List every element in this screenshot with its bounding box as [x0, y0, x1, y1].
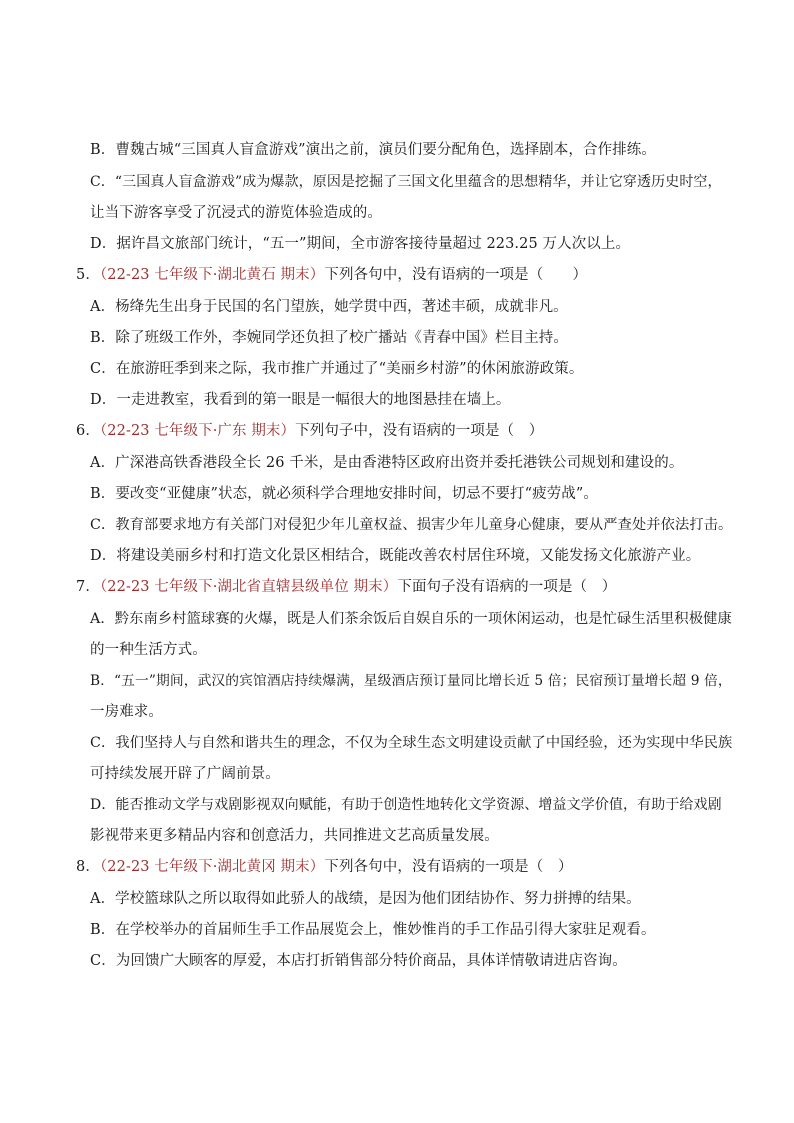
question-number: 5．: [76, 267, 100, 283]
question-source: 22-23 七年级下·湖北黄冈 期末: [107, 859, 310, 875]
q7-option-d-line1: D．能否推动文学与戏剧影视双向赋能，有助于创造性地转化文学资源、增益文学价值，有助于给戏剧: [90, 797, 722, 813]
q7-option-a-line1: A．黔东南乡村篮球赛的火爆，既是人们茶余饭后自娱自乐的一项休闲运动，也是忙碌生活里积极健康: [90, 611, 732, 627]
question-stem: 下面句子没有语病的一项是（ ）: [397, 579, 617, 595]
q6-option-b: B．要改变“亚健康”状态，就必须科学合理地安排时间，切忌不要打“疲劳战”。: [90, 486, 599, 502]
q5-option-a: A．杨绛先生出身于民国的名门望族，她学贯中西，著述丰硕，成就非凡。: [90, 299, 568, 315]
prev-option-c-line1: C．“三国真人盲盒游戏”成为爆款，原因是挖掘了三国文化里蕴含的思想精华，并让它穿透历史时空，: [90, 174, 722, 190]
q7-option-b-line2: 一房难求。: [90, 704, 163, 720]
prev-option-d: D．据许昌文旅部门统计，“五一”期间，全市游客接待量超过 223.25 万人次以上。: [90, 236, 631, 252]
q8-option-c: C．为回馈广大顾客的厚爱，本店打折销售部分特价商品，具体详情敬请进店咨询。: [90, 953, 627, 969]
q8-option-a: A．学校篮球队之所以取得如此骄人的战绩，是因为他们团结协作、努力拼搏的结果。: [90, 891, 641, 907]
question-number: 8．: [76, 859, 100, 875]
question-stem: 下列各句中，没有语病的一项是（ ）: [324, 859, 573, 875]
question-stem: 下列句子中，没有语病的一项是（ ）: [295, 423, 544, 439]
q6-option-c: C．教育部要求地方有关部门对侵犯少年儿童权益、损害少年儿童身心健康，要从严查处并依法打击。: [90, 517, 733, 533]
q6-option-d: D．将建设美丽乡村和打造文化景区相结合，既能改善农村居住环境，又能发扬文化旅游产业。: [90, 548, 701, 564]
source-open-paren: （: [99, 267, 108, 283]
source-open-paren: （: [99, 859, 108, 875]
question-number: 7．: [76, 579, 100, 595]
source-close-paren: ）: [280, 423, 296, 439]
source-close-paren: ）: [309, 267, 325, 283]
prev-option-c-line2: 让当下游客享受了沉浸式的游览体验造成的。: [90, 205, 382, 221]
q8-option-b: B．在学校举办的首届师生手工作品展览会上，惟妙惟肖的手工作品引得大家驻足观看。: [90, 922, 656, 938]
q7-option-b-line1: B．“五一”期间，武汉的宾馆酒店持续爆满，星级酒店预订量同比增长近 5 倍；民宿预订量增长超 9 倍，: [90, 673, 732, 689]
question-source: 22-23 七年级下·广东 期末: [107, 423, 281, 439]
q7-option-d-line2: 影视带来更多精品内容和创意活力，共同推进文艺高质量发展。: [90, 828, 499, 844]
q7-option-c-line1: C．我们坚持人与自然和谐共生的理念，不仅为全球生态文明建设贡献了中国经验，还为实现中华民族: [90, 735, 733, 751]
prev-option-b: B．曹魏古城“三国真人盲盒游戏”演出之前，演员们要分配角色，选择剧本，合作排练。: [90, 142, 656, 158]
question-7-stem-line: [76, 577, 616, 597]
q6-option-a: A．广深港高铁香港段全长 26 千米，是由香港特区政府出资并委托港铁公司规划和建设的。: [90, 455, 684, 471]
source-close-paren: ）: [309, 859, 325, 875]
question-6-stem-line: [76, 421, 543, 441]
source-close-paren: ）: [382, 579, 398, 595]
q7-option-c-line2: 可持续发展开辟了广阔前景。: [90, 766, 280, 782]
q5-option-b: B．除了班级工作外，李婉同学还负担了校广播站《青春中国》栏目主持。: [90, 330, 568, 346]
question-source: 22-23 七年级下·湖北省直辖县级单位 期末: [107, 579, 383, 595]
q5-option-d: D．一走进教室，我看到的第一眼是一幅很大的地图悬挂在墙上。: [90, 392, 511, 408]
source-open-paren: （: [99, 579, 108, 595]
question-number: 6．: [76, 423, 100, 439]
q7-option-a-line2: 的一种生活方式。: [90, 642, 207, 658]
source-open-paren: （: [99, 423, 108, 439]
question-5-stem-line: [76, 265, 587, 285]
question-source: 22-23 七年级下·湖北黄石 期末: [107, 267, 310, 283]
question-8-stem-line: [76, 857, 573, 877]
q5-option-c: C．在旅游旺季到来之际，我市推广并通过了“美丽乡村游”的休闲旅游政策。: [90, 361, 584, 377]
question-stem: 下列各句中，没有语病的一项是（ ）: [324, 267, 588, 283]
